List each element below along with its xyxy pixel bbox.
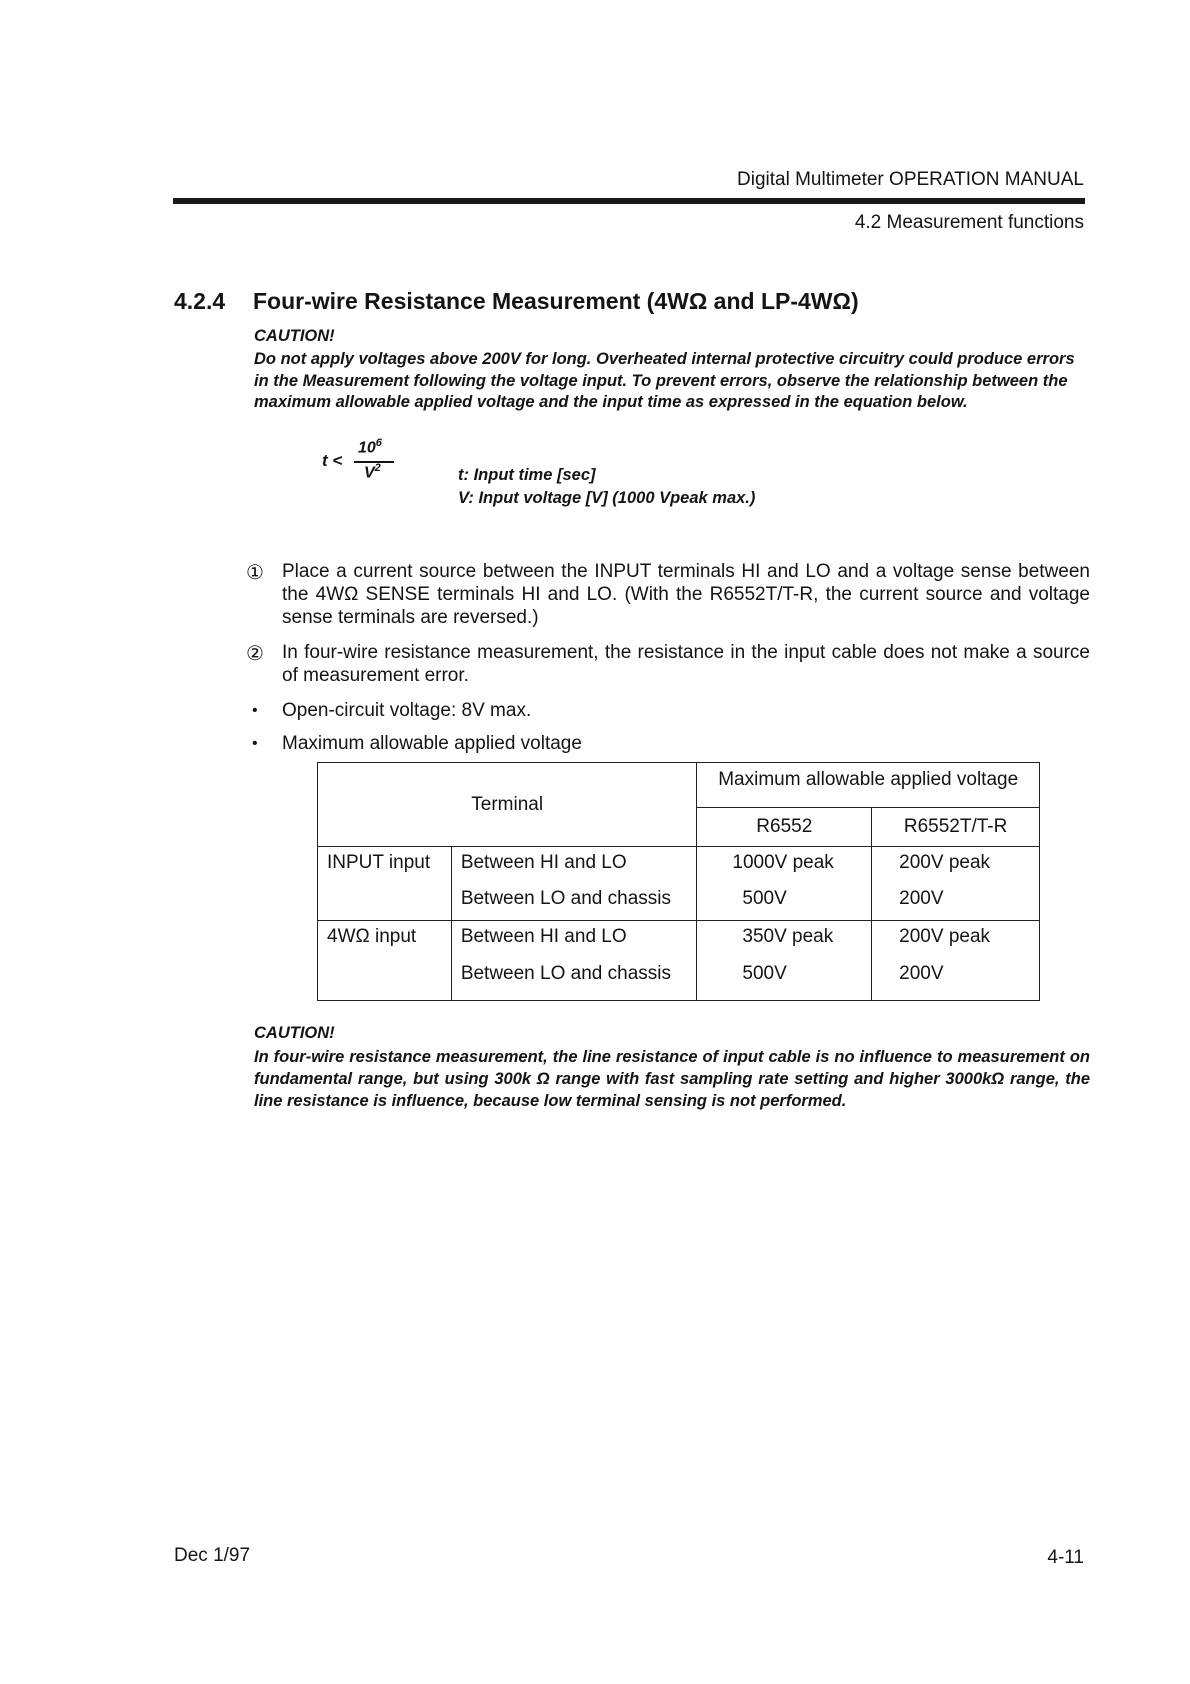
header-rule <box>173 198 1085 204</box>
section-number: 4.2.4 <box>174 288 226 314</box>
header-subsection: 4.2 Measurement functions <box>854 212 1084 233</box>
max-voltage-table <box>317 762 1040 1001</box>
caution-label-2: CAUTION! <box>254 1024 335 1042</box>
table-cell-r6552t: 200V peak <box>872 847 1040 883</box>
table-cell-between: Between LO and chassis <box>451 883 697 921</box>
col-header-r6552t: R6552T/T-R <box>872 808 1040 847</box>
bullet-text-max-voltage: Maximum allowable applied voltage <box>282 733 582 754</box>
table-cell-r6552: 350V peak <box>697 921 872 958</box>
header-title: Digital Multimeter OPERATION MANUAL <box>737 169 1084 190</box>
table-cell-between: Between LO and chassis <box>451 958 697 1001</box>
bullet-text-open-circuit: Open-circuit voltage: 8V max. <box>282 700 532 721</box>
equation-lhs: t < <box>322 451 343 470</box>
input-time-equation <box>322 437 402 487</box>
table-cell-between: Between HI and LO <box>451 847 697 883</box>
bullet-marker-2: • <box>252 735 258 752</box>
variable-t-definition: t: Input time [sec] <box>458 466 596 484</box>
item-marker-1: ① <box>246 562 264 584</box>
group-label-input: INPUT input <box>318 847 452 921</box>
footer-date: Dec 1/97 <box>174 1545 251 1566</box>
table-cell-r6552: 500V <box>697 883 872 921</box>
table-cell-r6552t: 200V peak <box>872 921 1040 958</box>
table-cell-between: Between HI and LO <box>451 921 697 958</box>
item-text-1: Place a current source between the INPUT terminals HI and LO and a voltage sense between the 4WΩ SENSE terminals HI and LO. (With the R6552T/T-R, the current source and voltage sense terminals are reversed.) <box>282 561 1090 628</box>
equation-numerator: $10^6$ <box>358 437 382 457</box>
max-voltage-header: Maximum allowable applied voltage <box>697 763 1040 808</box>
item-text-2: In four-wire resistance measurement, the resistance in the input cable does not make a source of measurement error. <box>282 642 1090 686</box>
table-cell-r6552: 1000V peak <box>697 847 872 883</box>
item-marker-2: ② <box>246 643 264 665</box>
col-header-r6552: R6552 <box>697 808 872 847</box>
equation-denominator: $V^2$ <box>364 462 381 482</box>
variable-v-definition: V: Input voltage [V] (1000 Vpeak max.) <box>458 489 756 507</box>
table-cell-r6552t: 200V <box>872 883 1040 921</box>
caution-text-2: In four-wire resistance measurement, the line resistance of input cable is no influence to measurement on fundamental range, but using 300k Ω range with fast sampling rate setting and higher 3000kΩ range, the line resistance is influence, because low terminal sensing is not performed. <box>254 1048 1090 1110</box>
group-label-4w: 4WΩ input <box>318 921 452 1001</box>
caution-text: Do not apply voltages above 200V for long. Overheated internal protective circuitry could produce errors in the Measurement following the voltage input. To prevent errors, observe the relationship between the maximum allowable applied voltage and the input time as expressed in the equation below. <box>254 350 1075 411</box>
footer-page-number: 4-11 <box>1047 1547 1084 1568</box>
terminal-header: Terminal <box>318 763 697 847</box>
bullet-marker-1: • <box>252 702 258 719</box>
caution-label: CAUTION! <box>254 327 335 345</box>
table-cell-r6552: 500V <box>697 958 872 1001</box>
section-title: Four-wire Resistance Measurement (4WΩ and LP-4WΩ) <box>253 288 859 314</box>
table-cell-r6552t: 200V <box>872 958 1040 1001</box>
